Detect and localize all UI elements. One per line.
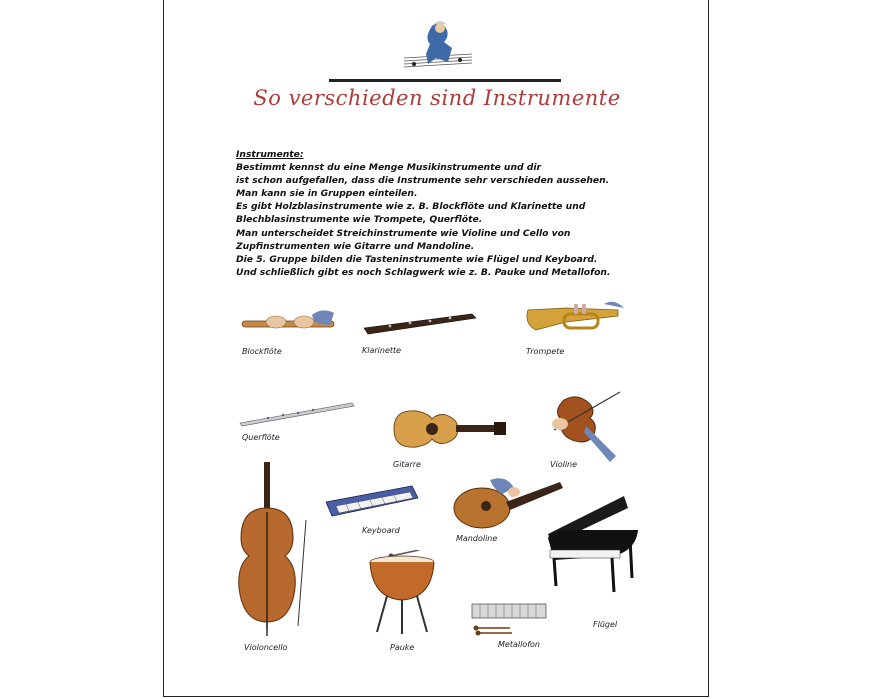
intro-text: [236, 148, 610, 279]
label-blockfloete: Blockflöte: [242, 347, 282, 356]
intro-line: Und schließlich gibt es noch Schlagwerk wie z. B. Pauke und Metallofon.: [236, 266, 611, 278]
metallophone-icon: [470, 600, 550, 636]
intro-line: Blechblasinstrumente wie Trompete, Querflöte.: [236, 214, 483, 226]
grand-piano-icon: [542, 494, 640, 600]
label-pauke: Pauke: [390, 643, 415, 652]
title-rule: [329, 79, 561, 82]
label-trompete: Trompete: [526, 347, 565, 356]
label-gitarre: Gitarre: [393, 460, 421, 469]
cello-icon: [232, 460, 312, 636]
keyboard-icon: [324, 482, 420, 522]
page-title: So verschieden sind Instrumente: [253, 86, 621, 110]
label-klarinette: Klarinette: [362, 346, 402, 355]
intro-line: Zupfinstrumenten wie Gitarre und Mandoline.: [236, 240, 475, 252]
recorder-icon: [240, 305, 336, 341]
clarinet-icon: [360, 308, 480, 338]
trumpet-icon: [524, 296, 628, 344]
label-mandoline: Mandoline: [456, 534, 498, 543]
composer-logo-icon: [402, 18, 474, 76]
timpani-icon: [367, 550, 437, 636]
violin-icon: [542, 390, 628, 470]
label-querfloete: Querflöte: [242, 433, 280, 442]
intro-line: ist schon aufgefallen, dass die Instrumente sehr verschieden aussehen.: [236, 175, 610, 187]
intro-line: Bestimmt kennst du eine Menge Musikinstrumente und dir: [236, 162, 542, 174]
label-violine: Violine: [550, 460, 578, 469]
intro-heading: Instrumente:: [236, 149, 304, 160]
label-violoncello: Violoncello: [244, 643, 288, 652]
worksheet-page: [163, 0, 709, 697]
label-metallofon: Metallofon: [498, 640, 540, 649]
label-fluegel: Flügel: [593, 620, 618, 629]
flute-icon: [238, 399, 356, 427]
intro-line: Man unterscheidet Streichinstrumente wie Violine und Cello von: [236, 227, 571, 239]
intro-line: Es gibt Holzblasinstrumente wie z. B. Blockflöte und Klarinette und: [236, 201, 586, 213]
guitar-icon: [386, 405, 508, 453]
intro-line: Man kann sie in Gruppen einteilen.: [236, 188, 418, 200]
label-keyboard: Keyboard: [362, 526, 400, 535]
intro-line: Die 5. Gruppe bilden die Tasteninstrumente wie Flügel und Keyboard.: [236, 253, 598, 265]
